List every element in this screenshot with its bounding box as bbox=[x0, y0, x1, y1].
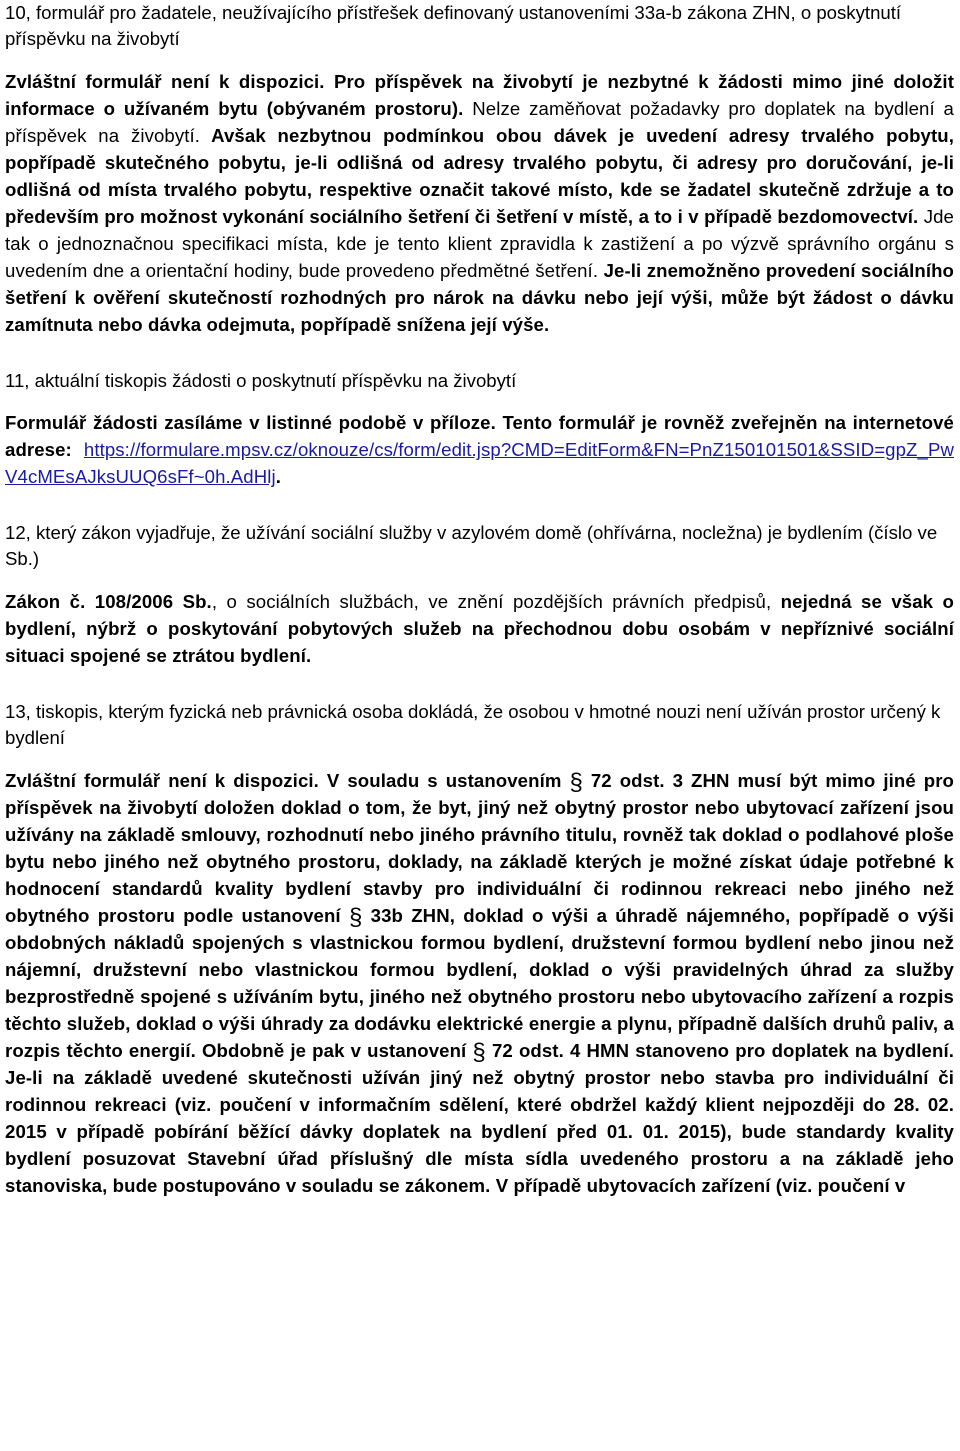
answer-13-part-1: Zvláštní formulář není k dispozici. V souladu s ustanovením bbox=[5, 769, 570, 791]
answer-11-period: . bbox=[275, 466, 282, 488]
answer-10-part-3: Avšak nezbytnou podmínkou obou dávek je uvedení adresy trvalého pobytu, popřípadě skutečného pobytu, je-li odlišná od adresy trvalého pobytu, či adresy pro doručování, je-li odlišná od místa trvalého pobytu, respektive označit takové místo, kde se žadatel skutečně zdržuje a to především pro možnost vykonání sociálního šetření či šetření v místě, a to i v případě bezdomovectví. bbox=[5, 124, 954, 227]
answer-10 bbox=[5, 68, 954, 338]
answer-10-part-1: Zvláštní formulář není k dispozici. Pro příspěvek na živobytí je nezbytné k žádosti mimo jiné doložit informace o užívaném bytu (obývaném prostoru). bbox=[5, 70, 954, 119]
answer-12-law-number: Zákon č. 108/2006 Sb. bbox=[5, 590, 212, 612]
answer-10-part-5: Je-li znemožněno provedení sociálního šetření k ověření skutečností rozhodných pro nárok na dávku nebo její výši, může být žádost o dávku zamítnuta nebo dávka odejmuta, popřípadě snížena její výše. bbox=[5, 259, 955, 335]
answer-11-text: Formulář žádosti zasíláme v listinné podobě v příloze. Tento formulář je rovněž zveřejněn na internetové adrese: bbox=[5, 412, 954, 461]
answer-12-law-name: , o sociálních službách, ve znění pozdějších právních předpisů, bbox=[211, 590, 772, 612]
question-13-heading: 13, tiskopis, kterým fyzická neb právnická osoba dokládá, že osobou v hmotné nouzi není užíván prostor určený k bydlení bbox=[5, 700, 941, 748]
answer-10-part-2: Nelze zaměňovat požadavky pro doplatek na bydlení a příspěvek na živobytí. bbox=[5, 97, 954, 146]
answer-13-part-2: 72 odst. 3 ZHN musí být mimo jiné pro příspěvek na živobytí doložen doklad o tom, že byt, jiný než obytný prostor nebo ubytovací zařízení jsou užívány na základě smlouvy, rozhodnutí nebo jiného právního titulu, rovněž tak doklad o podlahové ploše bytu nebo jiného než obytného prostoru, doklady, na základě kterých je možné získat údaje potřebné k hodnocení standardů kvality bydlení stavby pro individuální či rodinnou rekreaci nebo jiného než obytného prostoru podle ustanovení bbox=[5, 769, 954, 926]
answer-10-part-4: Jde tak o jednoznačnou specifikaci místa, kde je tento klient zpravidla k zastižení a po výzvě správního orgánu s uvedením dne a orientační hodiny, bude provedeno předmětné šetření. bbox=[5, 205, 955, 281]
answer-12-rest: nejedná se však o bydlení, nýbrž o poskytování pobytových služeb na přechodnou dobu osobám v nepříznivé sociální situaci spojené se ztrátou bydlení. bbox=[5, 590, 954, 666]
answer-12 bbox=[5, 588, 954, 669]
question-11-heading: 11, aktuální tiskopis žádosti o poskytnutí příspěvku na živobytí bbox=[5, 369, 517, 391]
answer-13-part-4: 72 odst. 4 HMN stanoveno pro doplatek na bydlení. Je-li na základě uvedené skutečnosti užíván jiný než obytný prostor nebo stavba pro individuální či rodinnou rekreaci (viz. poučení v informačním sdělení, které obdržel každý klient nejpozději do 28. 02. 2015 v případě pobírání běžící dávky doplatek na bydlení před 01. 01. 2015), bude standardy kvality bydlení posuzovat Stavební úřad příslušný dle místa sídla uvedeného prostoru a na základě jeho stanoviska, bude postupováno v souladu se zákonem. V případě ubytovacích zařízení (viz. poučení v bbox=[5, 1039, 954, 1196]
question-12-heading: 12, který zákon vyjadřuje, že užívání sociální služby v azylovém domě (ohřívárna, nocležna) je bydlením (číslo ve Sb.) bbox=[5, 522, 938, 570]
section-sign-icon: § bbox=[472, 1038, 486, 1066]
form-url-link[interactable]: https://formulare.mpsv.cz/oknouze/cs/form/edit.jsp?CMD=EditForm&FN=PnZ150101501&SSID=gpZ_PwV4cMEsAJksUUQ6sFf~0h.AdHlj bbox=[5, 439, 954, 488]
answer-13 bbox=[5, 767, 954, 1199]
answer-11 bbox=[5, 409, 954, 490]
answer-13-part-3: 33b ZHN, doklad o výši a úhradě nájemného, popřípadě o výši obdobných nákladů spojených s vlastnickou formou bydlení, družstevní formou bydlení nebo jinou než nájemní, družstevní nebo vlastnickou formou bydlení, doklad o výši pravidelných úhrad za služby bezprostředně spojené s užíváním bytu, jiného než obytného prostoru nebo ubytovacího zařízení a rozpis těchto služeb, doklad o výši úhrady za dodávku elektrické energie a plynu, případně dalších druhů paliv, a rozpis těchto energií. Obdobně je pak v ustanovení bbox=[5, 904, 954, 1061]
section-sign-icon: § bbox=[348, 903, 363, 931]
question-10-heading: 10, formulář pro žadatele, neužívajícího přístřešek definovaný ustanoveními 33a-b zákona ZHN, o poskytnutí příspěvku na živobytí bbox=[5, 2, 902, 49]
section-sign-icon: § bbox=[569, 768, 583, 796]
